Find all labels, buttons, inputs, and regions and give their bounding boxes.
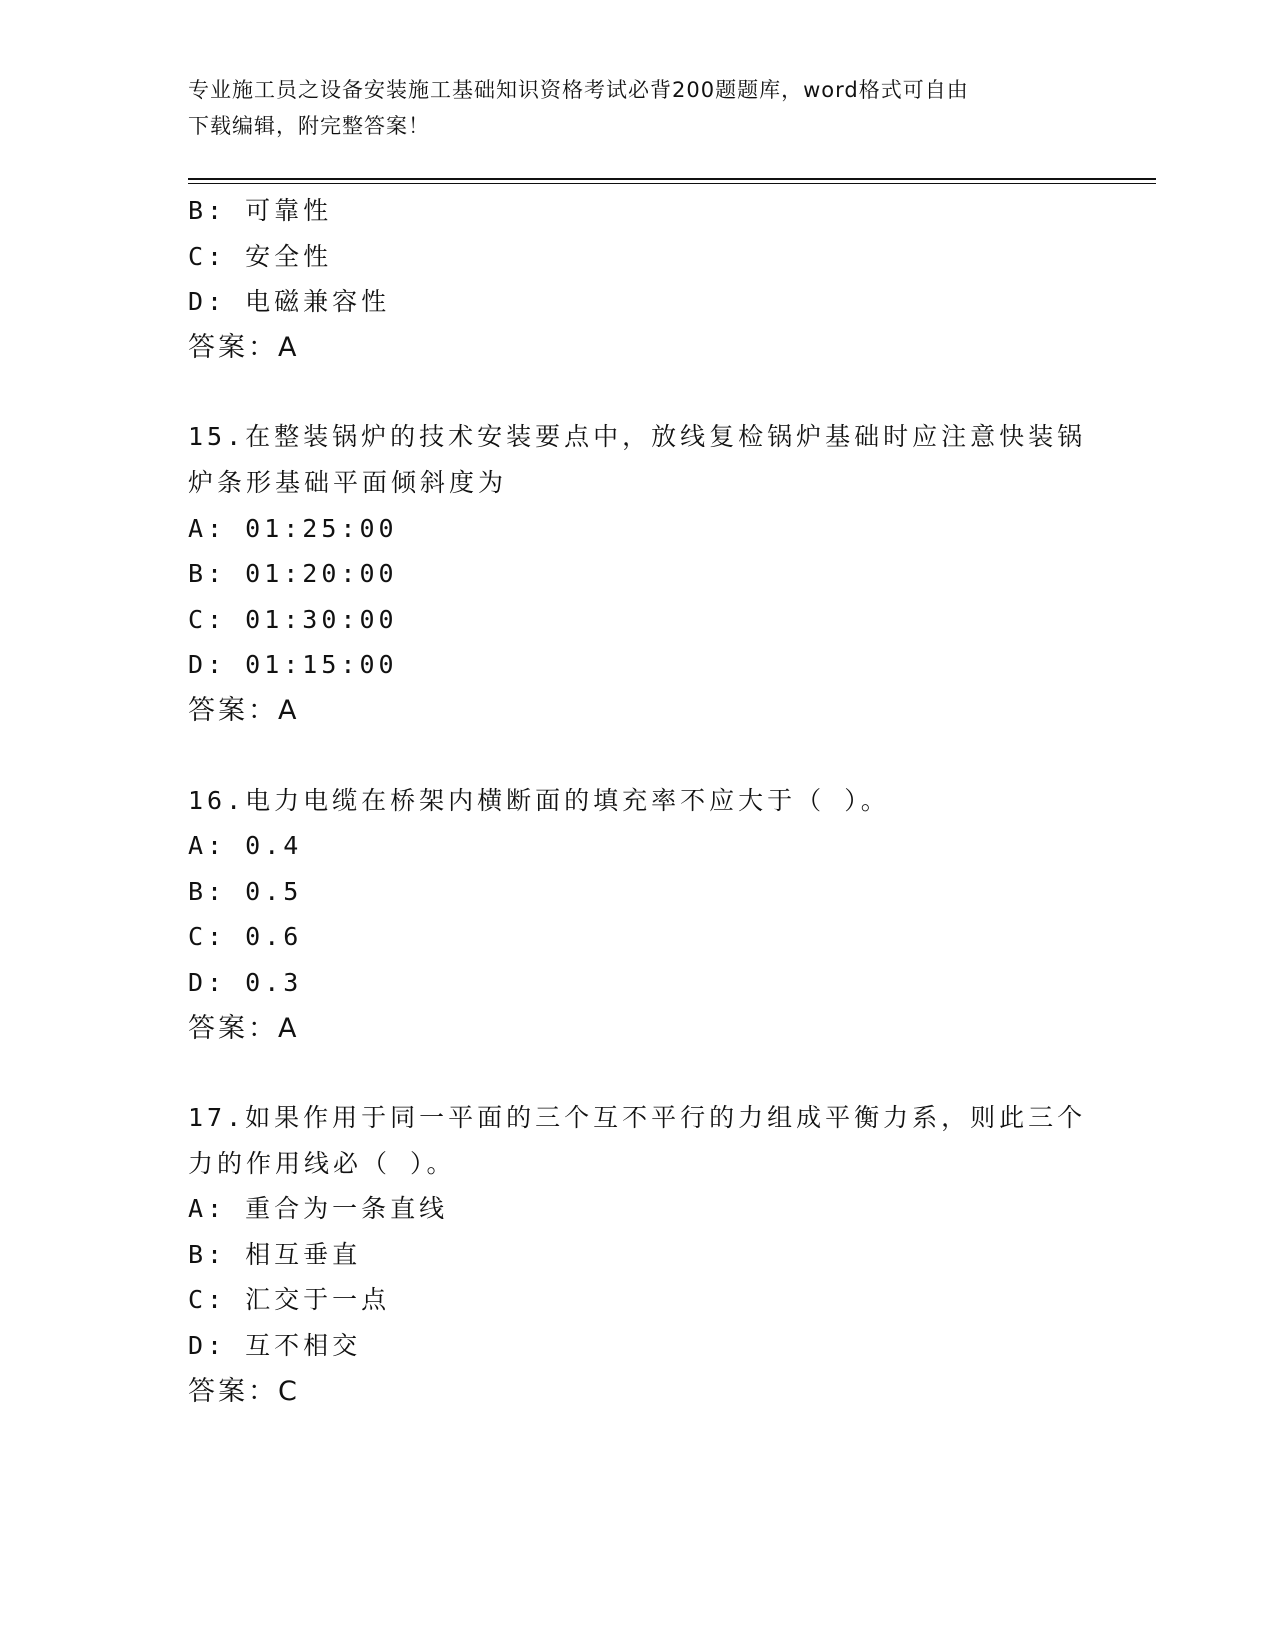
option-b: B: 相互垂直 (188, 1239, 362, 1269)
option-c: C: 0.6 (188, 922, 303, 952)
option-d: D: 互不相交 (188, 1331, 362, 1361)
option-b: B: 可靠性 (188, 196, 333, 225)
answer-label: 答案：A (188, 694, 300, 726)
answer-label: 答案：C (188, 1375, 300, 1407)
option-b: B: 01:20:00 (188, 559, 398, 589)
option-a: A: 重合为一条直线 (188, 1194, 449, 1224)
question-17-block (188, 1095, 1088, 1414)
option-d: D: 电磁兼容性 (188, 287, 391, 317)
header-line-1: 专业施工员之设备安装施工基础知识资格考试必背200题题库，word格式可自由 (188, 78, 969, 102)
option-d: D: 01:15:00 (188, 650, 398, 680)
header-divider-thick (188, 178, 1156, 180)
question-16-block (188, 778, 1088, 1052)
option-a: A: 01:25:00 (188, 513, 398, 543)
question-spacer (188, 734, 1088, 778)
question-14-block (188, 188, 1088, 370)
option-d: D: 0.3 (188, 967, 303, 997)
option-b: B: 0.5 (188, 876, 303, 906)
answer-label: 答案：A (188, 1012, 300, 1044)
question-spacer (188, 1051, 1088, 1095)
option-c: C: 汇交于一点 (188, 1285, 391, 1315)
document-header (188, 72, 1088, 144)
question-text-line-2: 力的作用线必（ ）。 (188, 1148, 456, 1178)
question-15-block (188, 414, 1088, 733)
question-list (188, 188, 1088, 1414)
header-divider-thin (188, 183, 1156, 184)
option-c: C: 01:30:00 (188, 604, 398, 634)
answer-label: 答案：A (188, 331, 300, 363)
header-line-2: 下载编辑，附完整答案！ (188, 114, 430, 138)
option-a: A: 0.4 (188, 831, 303, 861)
question-text-line-2: 炉条形基础平面倾斜度为 (188, 467, 508, 497)
question-spacer (188, 370, 1088, 414)
option-c: C: 安全性 (188, 241, 333, 271)
question-text-line-1: 17.如果作用于同一平面的三个互不平行的力组成平衡力系，则此三个 (188, 1103, 1087, 1133)
question-text-line-1: 15.在整装锅炉的技术安装要点中，放线复检锅炉基础时应注意快装锅 (188, 422, 1087, 452)
question-text-line-1: 16.电力电缆在桥架内横断面的填充率不应大于（ ）。 (188, 785, 890, 815)
